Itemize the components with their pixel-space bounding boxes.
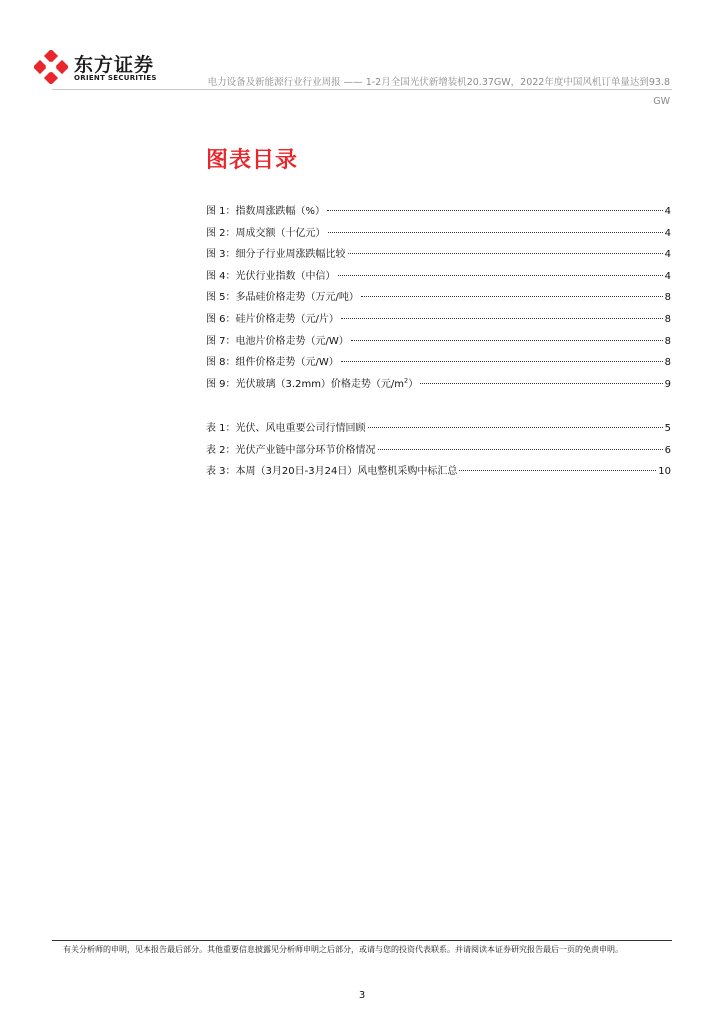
footer-disclaimer: 有关分析师的申明，见本报告最后部分。其他重要信息披露见分析师申明之后部分，或请与您的投资代表联系。并请阅读本证券研究报告最后一页的免责申明。 xyxy=(63,945,623,954)
page-ref: 4 xyxy=(664,206,671,217)
orient-securities-logo-icon xyxy=(34,50,68,84)
page-ref: 10 xyxy=(658,466,671,478)
dot-leader xyxy=(348,253,663,254)
header-divider xyxy=(52,89,672,90)
toc-entry-figure-7[interactable] xyxy=(206,332,671,354)
page-ref: 8 xyxy=(664,335,671,347)
figure-label: 图 9： xyxy=(206,378,236,390)
figure-label: 图 1： xyxy=(206,206,236,217)
figure-title: 电池片价格走势（元/W） xyxy=(235,335,349,347)
dot-leader xyxy=(341,318,663,319)
figure-title: 周成交额（十亿元） xyxy=(235,227,326,239)
toc-entry-table-2[interactable] xyxy=(206,441,671,463)
dot-leader xyxy=(368,427,663,428)
report-header-title: 电力设备及新能源行业行业周报 —— 1-2月全国光伏新增装机20.37GW，2022年度中国风机订单量达到93.8 GW xyxy=(207,77,670,107)
figure-label: 图 8： xyxy=(206,357,236,369)
toc-entry-figure-5[interactable] xyxy=(206,288,671,310)
toc-entry-figure-4[interactable] xyxy=(206,267,671,289)
toc-entry-table-3[interactable] xyxy=(206,462,671,484)
figure-title: 光伏行业指数（中信） xyxy=(235,270,336,282)
footer-divider xyxy=(52,940,672,941)
toc-entry-figure-1[interactable] xyxy=(206,202,671,224)
page-ref: 8 xyxy=(664,292,671,304)
figure-label: 图 6： xyxy=(206,313,236,325)
toc-entry-figure-6[interactable] xyxy=(206,310,671,332)
dot-leader xyxy=(378,449,663,450)
page-ref: 8 xyxy=(664,357,671,369)
page-ref: 4 xyxy=(664,249,671,261)
figure-title: 指数周涨跌幅（%） xyxy=(235,206,326,217)
logo-name-en: ORIENT SECURITIES xyxy=(74,74,157,82)
dot-leader xyxy=(420,383,662,384)
figure-label: 图 4： xyxy=(206,270,236,282)
page-ref: 6 xyxy=(664,444,671,456)
table-title: 本周（3月20日-3月24日）风电整机采购中标汇总 xyxy=(235,466,458,478)
toc-entry-figure-8[interactable] xyxy=(206,353,671,375)
toc-entry-figure-2[interactable] xyxy=(206,224,671,246)
figure-title: 细分子行业周涨跌幅比较 xyxy=(235,249,346,261)
figure-title: 组件价格走势（元/W） xyxy=(235,357,339,369)
toc-entry-table-1[interactable] xyxy=(206,419,671,441)
logo-name-cn: 东方证券 xyxy=(74,54,155,76)
dot-leader xyxy=(338,275,663,276)
table-title: 光伏、风电重要公司行情回顾 xyxy=(235,423,366,434)
figure-label: 图 5： xyxy=(206,292,236,304)
dot-leader xyxy=(327,210,663,211)
table-list xyxy=(206,419,671,484)
dot-leader xyxy=(459,470,656,471)
table-label: 表 2： xyxy=(206,444,236,456)
superscript-2: 2 xyxy=(404,376,409,385)
page-ref: 5 xyxy=(664,423,671,434)
page-ref: 4 xyxy=(664,227,671,239)
table-label: 表 1： xyxy=(206,423,236,434)
page-ref: 9 xyxy=(664,378,671,390)
figure-title-end: ） xyxy=(408,378,419,390)
page-number: 3 xyxy=(358,990,366,1001)
page-ref: 4 xyxy=(664,270,671,282)
toc-entry-figure-9[interactable] xyxy=(206,375,671,397)
figure-title: 硅片价格走势（元/片） xyxy=(235,313,339,325)
toc-heading: 图表目录 xyxy=(206,148,299,173)
table-label: 表 3： xyxy=(206,466,236,478)
table-title: 光伏产业链中部分环节价格情况 xyxy=(235,444,376,456)
figure-label: 图 7： xyxy=(206,335,236,347)
figure-list xyxy=(206,202,671,396)
figure-label: 图 3： xyxy=(206,249,236,261)
figure-label: 图 2： xyxy=(206,227,236,239)
toc-entry-figure-3[interactable] xyxy=(206,245,671,267)
dot-leader xyxy=(341,361,663,362)
dot-leader xyxy=(328,232,663,233)
dot-leader xyxy=(361,296,663,297)
page-ref: 8 xyxy=(664,313,671,325)
figure-title: 光伏玻璃（3.2mm）价格走势（元/m xyxy=(235,378,405,390)
figure-title: 多晶硅价格走势（万元/吨） xyxy=(235,292,359,304)
dot-leader xyxy=(351,340,663,341)
company-logo xyxy=(34,48,164,88)
